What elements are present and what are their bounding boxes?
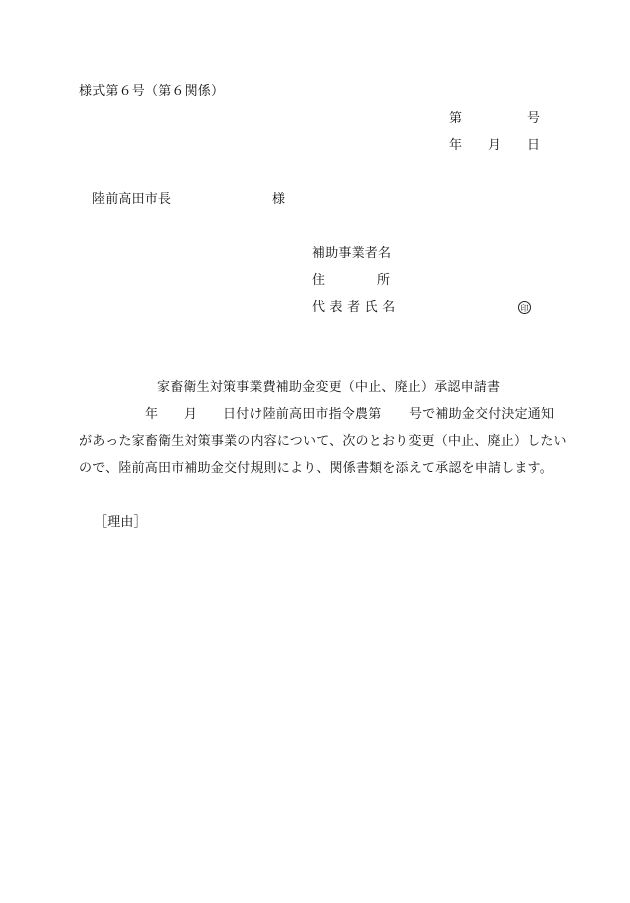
body-line3: ので、陸前高田市補助金交付規則により、関係書類を添えて承認を申請します。 (79, 461, 553, 476)
address-label-1: 住 (312, 273, 326, 288)
body-line1-tail: 号で補助金交付決定通知 (409, 407, 555, 422)
document-title: 家畜衛生対策事業費補助金変更（中止、廃止）承認申請書 (157, 380, 501, 395)
body-month: 月 (184, 407, 198, 422)
addressee-name: 陸前高田市長 (92, 192, 172, 207)
date-day: 日 (527, 138, 541, 153)
body-line2: があった家畜衛生対策事業の内容について、次のとおり変更（中止、廃止）したい (79, 434, 567, 449)
body-line1-text: 日付け陸前高田市指令農第 (223, 407, 382, 422)
business-name-label: 補助事業者名 (312, 246, 392, 261)
representative-label: 代 表 者 氏 名 (312, 300, 396, 315)
body-year: 年 (145, 407, 159, 422)
date-month: 月 (488, 138, 502, 153)
seal-mark: 印 (518, 301, 531, 314)
addressee-honorific: 様 (272, 192, 286, 207)
doc-number-suffix: 号 (527, 111, 541, 126)
address-label-2: 所 (377, 273, 391, 288)
reason-label: ［理由］ (94, 515, 147, 530)
doc-number-prefix: 第 (449, 111, 463, 126)
form-number: 様式第６号（第６関係） (79, 84, 225, 99)
date-year: 年 (449, 138, 463, 153)
